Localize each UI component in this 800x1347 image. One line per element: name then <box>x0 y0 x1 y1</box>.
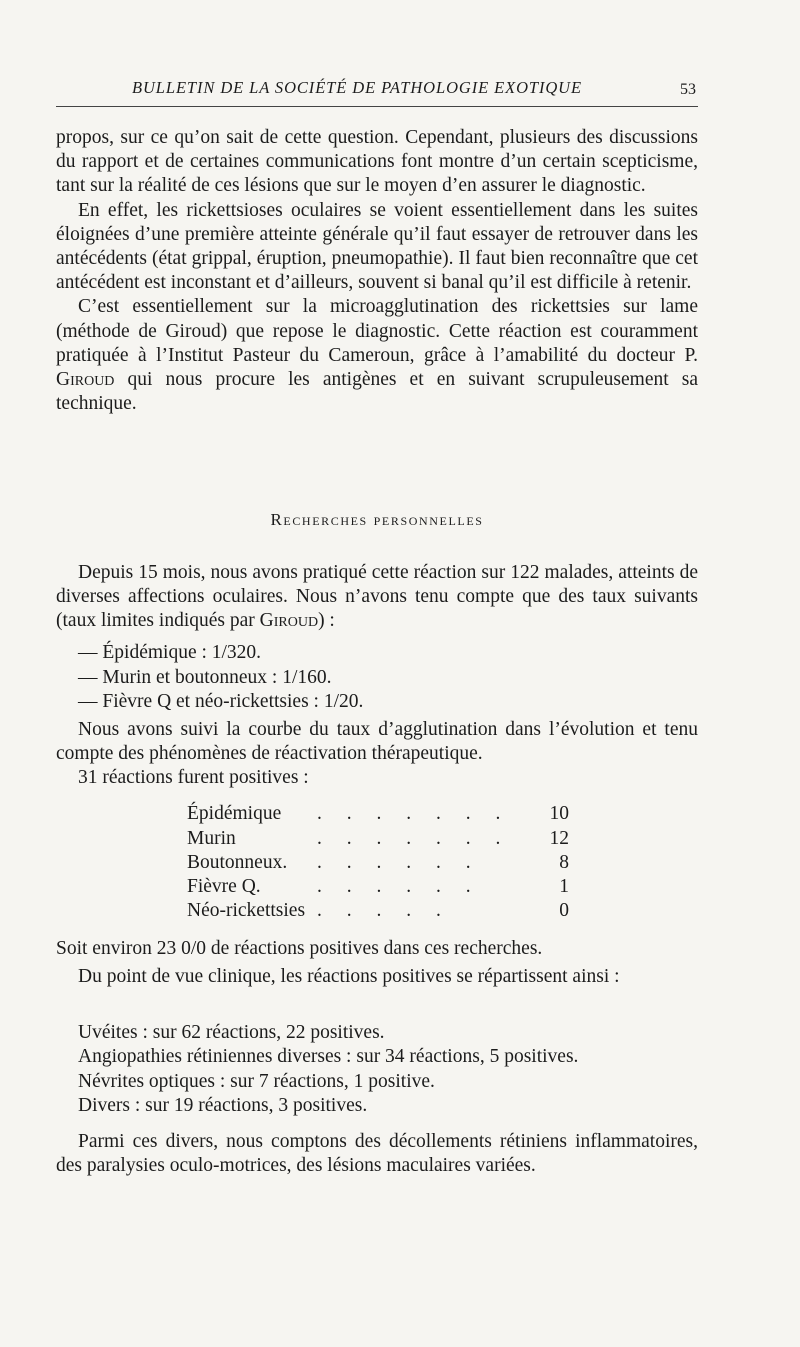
row-label: Épidémique <box>187 803 282 824</box>
paragraph-depuis <box>56 561 698 634</box>
row-value: 8 <box>559 852 569 873</box>
leader-dots: . . . . . . <box>317 876 481 897</box>
page-number: 53 <box>680 81 696 98</box>
text-span: Depuis 15 mois, nous avons pratiqué cette réaction sur 122 malades, atteints de diverses affections oculaires. Nous n’avons tenu compte que des taux suivants (taux limites indiqués par <box>56 562 698 632</box>
limit-item: — Épidémique : 1/320. <box>78 642 262 663</box>
author-name: Giroud <box>56 369 115 391</box>
section-heading: Recherches personnelles <box>270 510 484 529</box>
clinical-block <box>56 965 698 989</box>
paragraph-microagglutination <box>56 295 698 416</box>
row-value: 10 <box>549 803 569 824</box>
paragraph-propos: propos, sur ce qu’on sait de cette question. Cependant, plusieurs des discussions du rapport et de certaines communications font montre d’un certain scepticisme, tant sur la réalité de ces lésions que sur le moyen d’en assurer le diagnostic. <box>56 127 698 197</box>
table-row <box>187 852 579 876</box>
row-label: Fièvre Q. <box>187 876 261 897</box>
journal-title: BULLETIN DE LA SOCIÉTÉ DE PATHOLOGIE EXOTIQUE <box>132 78 582 97</box>
positives-intro: 31 réactions furent positives : <box>78 767 309 788</box>
table-row <box>187 900 579 924</box>
text-span: C’est essentiellement sur la microagglutination des rickettsies sur lame (méthode de Giroud) que repose le diagnostic. Cette réaction est couramment pratiquée à l’Institut Pasteur du Cameroun, grâce à l’amabilité du docteur P. <box>56 296 698 366</box>
row-value: 0 <box>559 900 569 921</box>
row-value: 12 <box>549 828 569 849</box>
paragraph-clinique: Du point de vue clinique, les réactions positives se répartissent ainsi : <box>78 966 620 987</box>
leader-dots: . . . . . . <box>317 852 481 873</box>
leader-dots: . . . . . . . <box>317 803 511 824</box>
author-name: Giroud <box>259 610 319 632</box>
paragraph-divers: Parmi ces divers, nous comptons des décollements rétiniens inflammatoires, des paralysies oculo-motrices, des lésions maculaires variées. <box>56 1131 698 1177</box>
row-value: 1 <box>559 876 569 897</box>
text-span: qui nous procure les antigènes et en suivant scrupuleusement sa technique. <box>56 369 699 415</box>
result-item: Névrites optiques : sur 7 réactions, 1 positive. <box>78 1071 435 1092</box>
text-span: ) : <box>318 610 335 632</box>
leader-dots: . . . . . . . <box>317 828 511 849</box>
paragraph-courbe: Nous avons suivi la courbe du taux d’agglutination dans l’évolution et tenu compte des phénomènes de réactivation thérapeutique. <box>56 719 698 765</box>
final-block <box>56 1130 698 1178</box>
row-label: Néo-rickettsies <box>187 900 306 921</box>
summary-line: Soit environ 23 0/0 de réactions positives dans ces recherches. <box>56 938 543 959</box>
table-row <box>187 828 579 852</box>
leader-dots: . . . . . <box>317 900 451 921</box>
table-row <box>187 876 579 900</box>
limit-item: — Murin et boutonneux : 1/160. <box>78 667 332 688</box>
result-item: Divers : sur 19 réactions, 3 positives. <box>78 1095 368 1116</box>
research-intro <box>56 561 698 634</box>
paragraph-en-effet: En effet, les rickettsioses oculaires se voient essentiellement dans les suites éloignées d’une première atteinte générale qu’il faut essayer de retrouver dans les antécédents (état grippal, éruption, pneumopathie). Il faut bien reconnaître que cet antécédent est inconstant et d’ailleurs, souvent si banal qu’il est difficile à retenir. <box>56 199 698 294</box>
table-row <box>187 803 579 827</box>
research-courbe <box>56 718 698 766</box>
running-header <box>56 72 698 107</box>
limit-item: — Fièvre Q et néo-rickettsies : 1/20. <box>78 691 364 712</box>
row-label: Boutonneux. <box>187 852 288 873</box>
intro-block <box>56 126 698 416</box>
result-item: Angiopathies rétiniennes diverses : sur 34 réactions, 5 positives. <box>78 1046 579 1067</box>
row-label: Murin <box>187 828 236 849</box>
result-item: Uvéites : sur 62 réactions, 22 positives. <box>78 1022 385 1043</box>
